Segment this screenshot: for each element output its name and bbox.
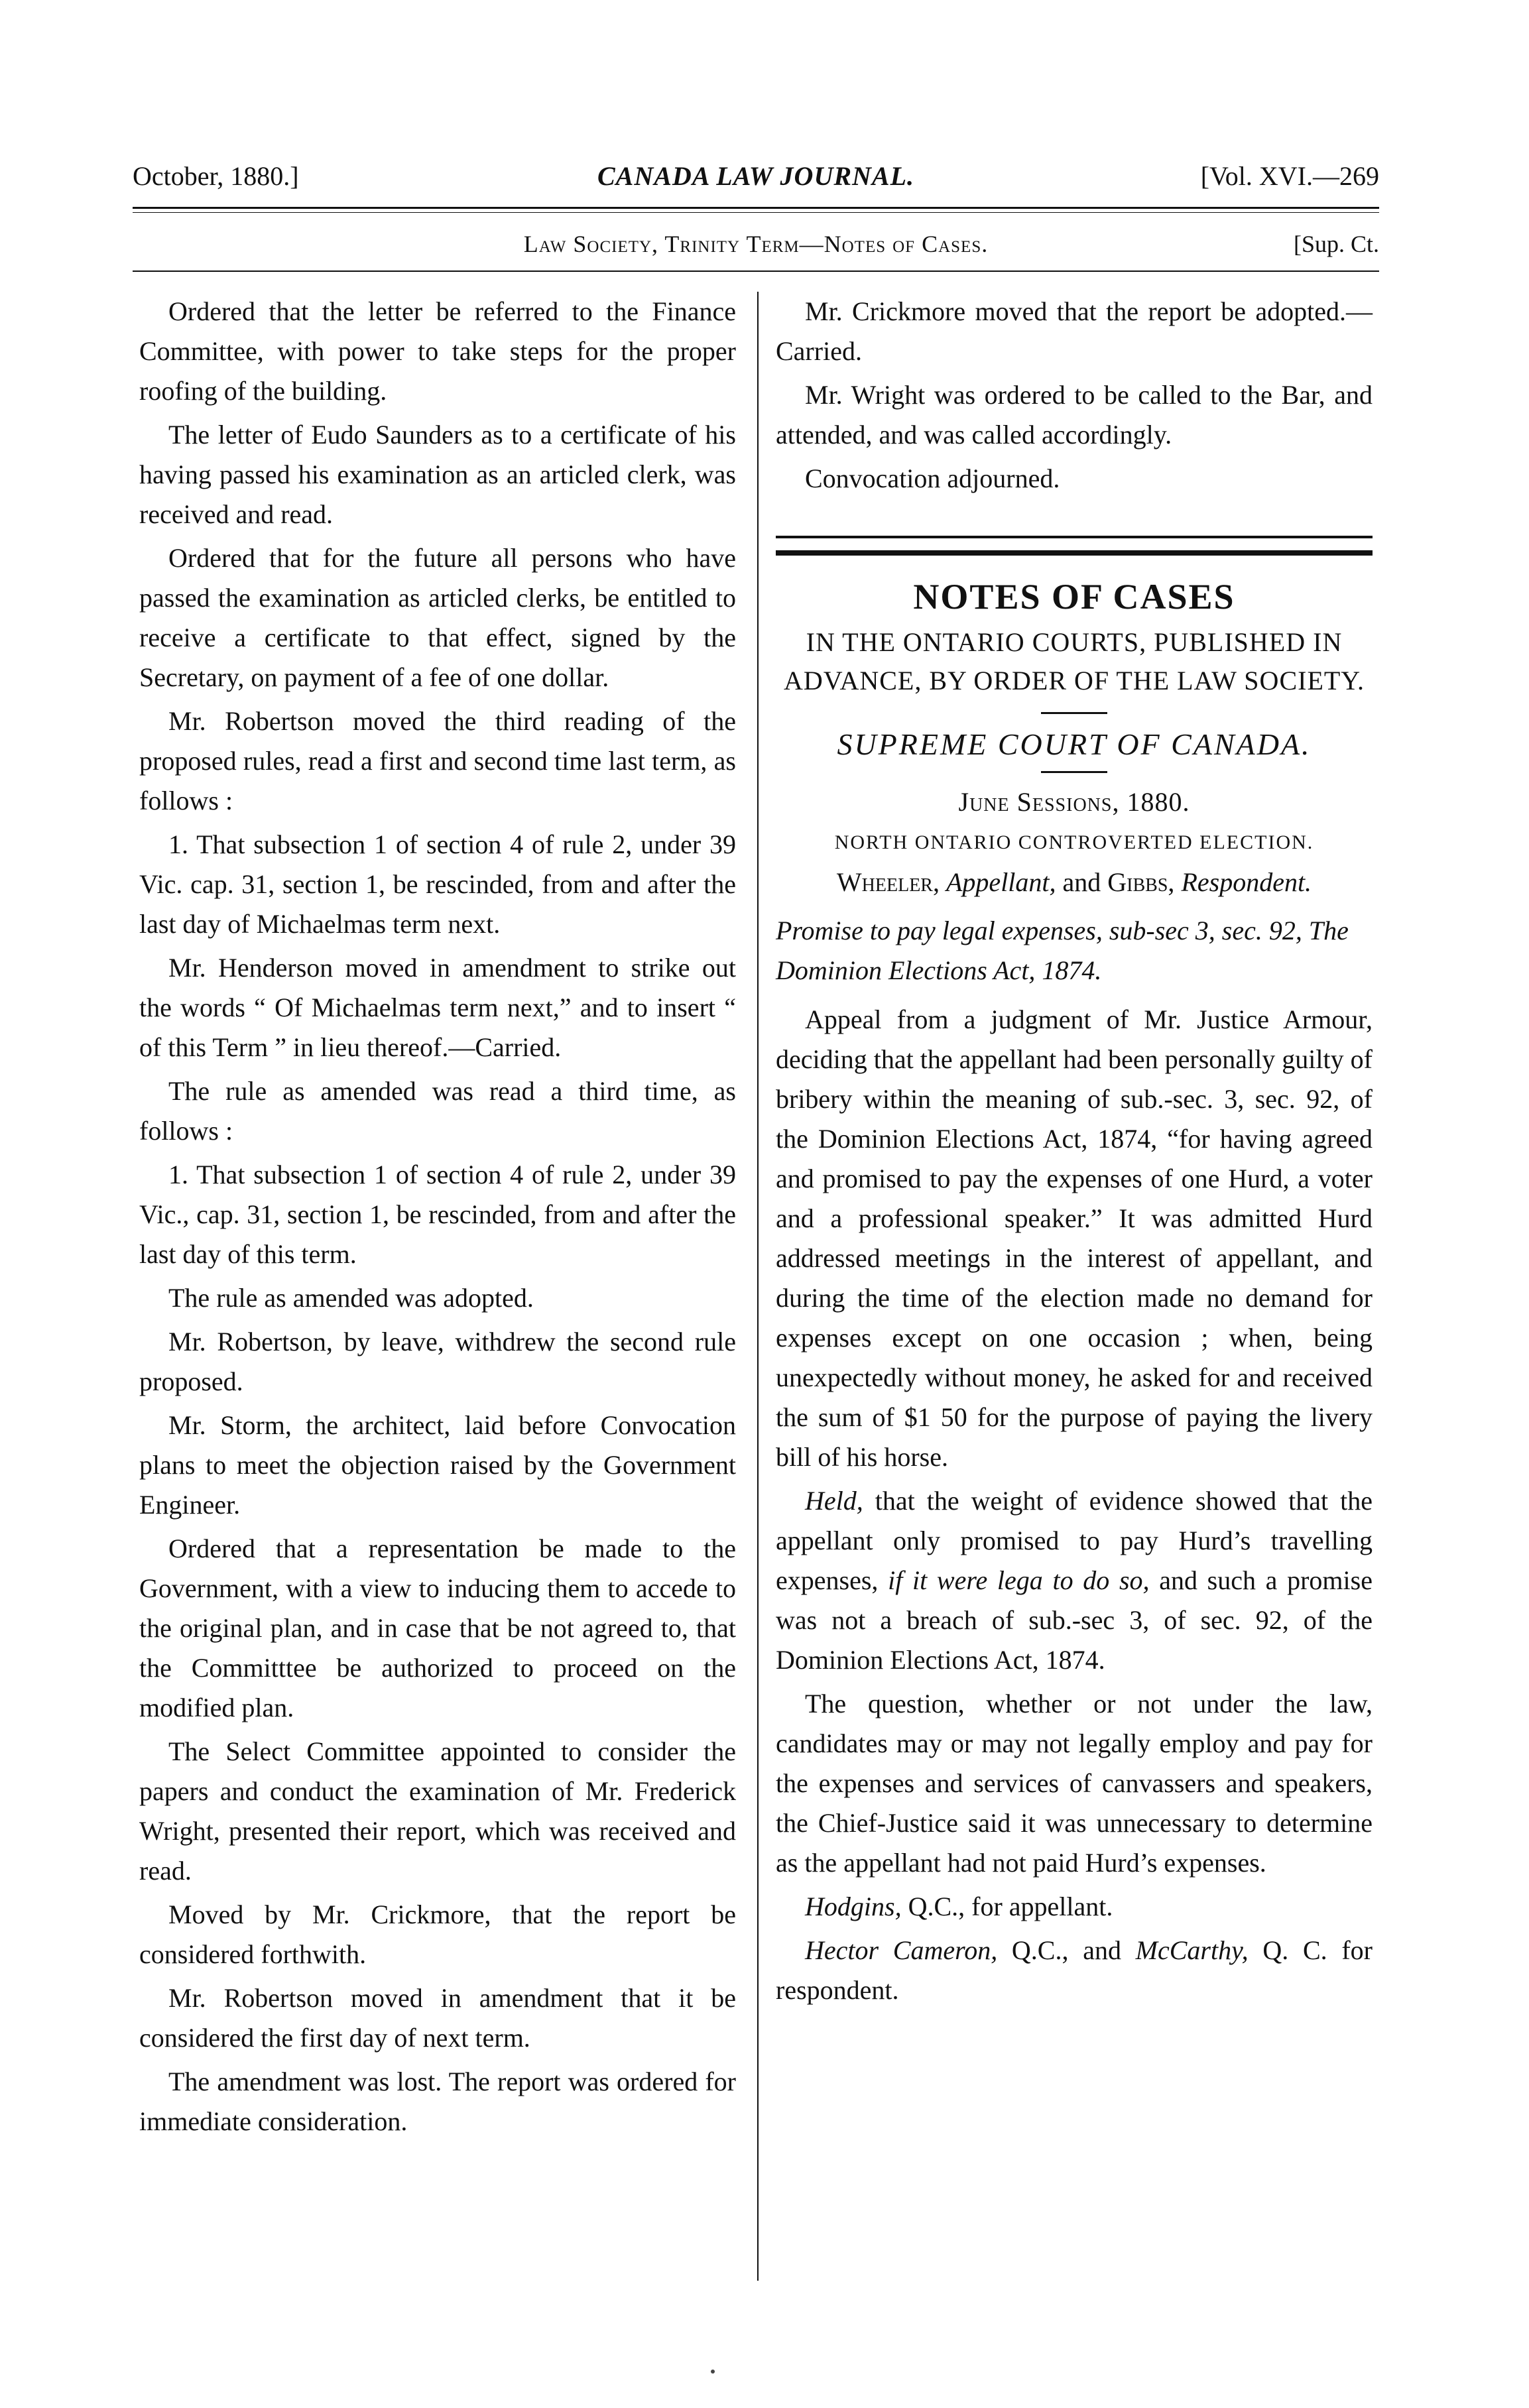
short-rule <box>1041 712 1107 714</box>
paragraph: Mr. Storm, the architect, laid before Convocation plans to meet the objection raised by the Government Engineer. <box>139 1410 736 1520</box>
section-subheader <box>133 225 1379 263</box>
paragraph: Moved by Mr. Crickmore, that the report be considered forthwith. <box>139 1899 736 1969</box>
respondent-name: Gibbs, <box>1107 867 1175 897</box>
left-column <box>139 292 736 2145</box>
paragraph: Ordered that the letter be referred to the Finance Committee, with power to take steps for the proper roofing of the building. <box>139 296 736 406</box>
issue-date: October, 1880.] <box>133 161 299 191</box>
subheader-rule <box>133 271 1379 272</box>
column-divider <box>757 292 759 2281</box>
paragraph: The Select Committee appointed to consider the papers and conduct the examination of Mr. Frederick Wright, presented their report, which was received and read. <box>139 1736 736 1886</box>
short-rule <box>1041 771 1107 773</box>
paragraph: The amendment was lost. The report was ordered for immediate consideration. <box>139 2067 736 2136</box>
appellant-role: Appellant, <box>946 867 1056 897</box>
paragraph: Mr. Robertson moved in amendment that it be considered the first day of next term. <box>139 1983 736 2053</box>
header-double-rule <box>133 207 1379 213</box>
respondent-role: Respondent. <box>1181 867 1312 897</box>
counsel-text: Q.C., and <box>997 1935 1136 1965</box>
held-label: Held, <box>805 1486 863 1516</box>
notes-of-cases-title: NOTES OF CASES <box>913 577 1235 617</box>
paragraph: The rule as amended was adopted. <box>168 1283 534 1313</box>
paragraph: Mr. Robertson, by leave, withdrew the second rule proposed. <box>139 1327 736 1396</box>
court-abbreviation: [Sup. Ct. <box>1293 231 1379 257</box>
rule-text: 1. That subsection 1 of section 4 of rule 2, under 39 Vic. cap. 31, section 1, be rescinded, from and after the last day of Michaelmas term next. <box>139 829 736 939</box>
paragraph: Ordered that a representation be made to the Government, with a view to inducing them to accede to the original plan, and in case that be not agreed to, that the Committtee be authorized to proceed on the modified plan. <box>139 1534 736 1722</box>
held-text: that the weight of evidence showed that the appellant only promised to pay Hurd’s travelling expenses, <box>776 1486 1373 1595</box>
paragraph: Mr. Wright was ordered to be called to the Bar, and attended, and was called accordingly. <box>776 380 1373 450</box>
appellant-name: Wheeler, <box>836 867 940 897</box>
paragraph: Ordered that for the future all persons who have passed the examination as articled clerks, be entitled to receive a certificate to that effect, signed by the Secretary, on payment of a fee of one dollar. <box>139 543 736 692</box>
paragraph: The letter of Eudo Saunders as to a certificate of his having passed his examination as an articled clerk, was received and read. <box>139 420 736 529</box>
held-text: and such a promise was not a breach of sub.-sec 3, of sec. 92, of the Dominion Elections Act, 1874. <box>776 1565 1373 1675</box>
rule-text: 1. That subsection 1 of section 4 of rule 2, under 39 Vic., cap. 31, section 1, be rescinded, from and after the last day of this term. <box>139 1160 736 1269</box>
section-heavy-rule <box>776 536 1373 556</box>
counsel-name: Hodgins, <box>805 1892 902 1921</box>
running-head <box>133 156 1379 196</box>
election-heading: NORTH ONTARIO CONTROVERTED ELECTION. <box>834 831 1314 853</box>
paragraph: The rule as amended was read a third time, as follows : <box>139 1076 736 1146</box>
paragraph: Mr. Crickmore moved that the report be adopted.—Carried. <box>776 296 1373 366</box>
counsel-respondent <box>776 1931 1373 2010</box>
case-paragraph: The question, whether or not under the law, candidates may or may not legally employ and pay for the expenses and services of canvassers and speakers, the Chief-Justice said it was unnecessary to determine as the appellant had not paid Hurd’s expenses. <box>776 1689 1373 1878</box>
counsel-appellant <box>776 1887 1373 1927</box>
counsel-name: McCarthy, <box>1135 1935 1249 1965</box>
counsel-text: Q. C. for respondent. <box>776 1935 1373 2005</box>
journal-page <box>133 0 1379 2408</box>
volume-page-number: [Vol. XVI.—269 <box>1200 161 1379 191</box>
notes-of-cases-subtitle: IN THE ONTARIO COURTS, PUBLISHED IN ADVANCE, BY ORDER OF THE LAW SOCIETY. <box>783 627 1365 695</box>
paragraph: Convocation adjourned. <box>805 463 1060 493</box>
counsel-name: Hector Cameron, <box>805 1935 998 1965</box>
case-parties <box>776 863 1373 902</box>
right-column <box>776 292 1373 2014</box>
journal-title: CANADA LAW JOURNAL. <box>597 161 915 191</box>
held-paragraph <box>776 1481 1373 1680</box>
case-paragraph: Appeal from a judgment of Mr. Justice Armour, deciding that the appellant had been personally guilty of bribery within the meaning of sub.-sec. 3, sec. 92, of the Dominion Elections Act, 1874, “for having agreed and promised to pay the expenses of one Hurd, a voter and a professional speaker.” It was admitted Hurd addressed meetings in the interest of appellant, and during the time of the election made no demand for expenses except on one occasion ; when, being unexpectedly without money, he asked for and received the sum of $1 50 for the purpose of paying the livery bill of his horse. <box>776 1004 1373 1472</box>
sessions-heading: June Sessions, 1880. <box>958 787 1190 817</box>
section-title: Law Society, Trinity Term—Notes of Cases. <box>523 231 989 257</box>
case-headnote: Promise to pay legal expenses, sub-sec 3, sec. 92, The Dominion Elections Act, 1874. <box>776 916 1349 985</box>
paragraph: Mr. Henderson moved in amendment to strike out the words “ Of Michaelmas term next,” and to insert “ of this Term ” in lieu thereof.—Carried. <box>139 953 736 1062</box>
held-italic: if it were lega to do so, <box>888 1565 1150 1595</box>
print-speck <box>711 2370 715 2374</box>
court-heading: SUPREME COURT OF CANADA. <box>837 727 1312 761</box>
counsel-text: Q.C., for appellant. <box>901 1892 1113 1921</box>
paragraph: Mr. Robertson moved the third reading of the proposed rules, read a first and second time last term, as follows : <box>139 706 736 815</box>
parties-conjunction: and <box>1062 867 1101 897</box>
